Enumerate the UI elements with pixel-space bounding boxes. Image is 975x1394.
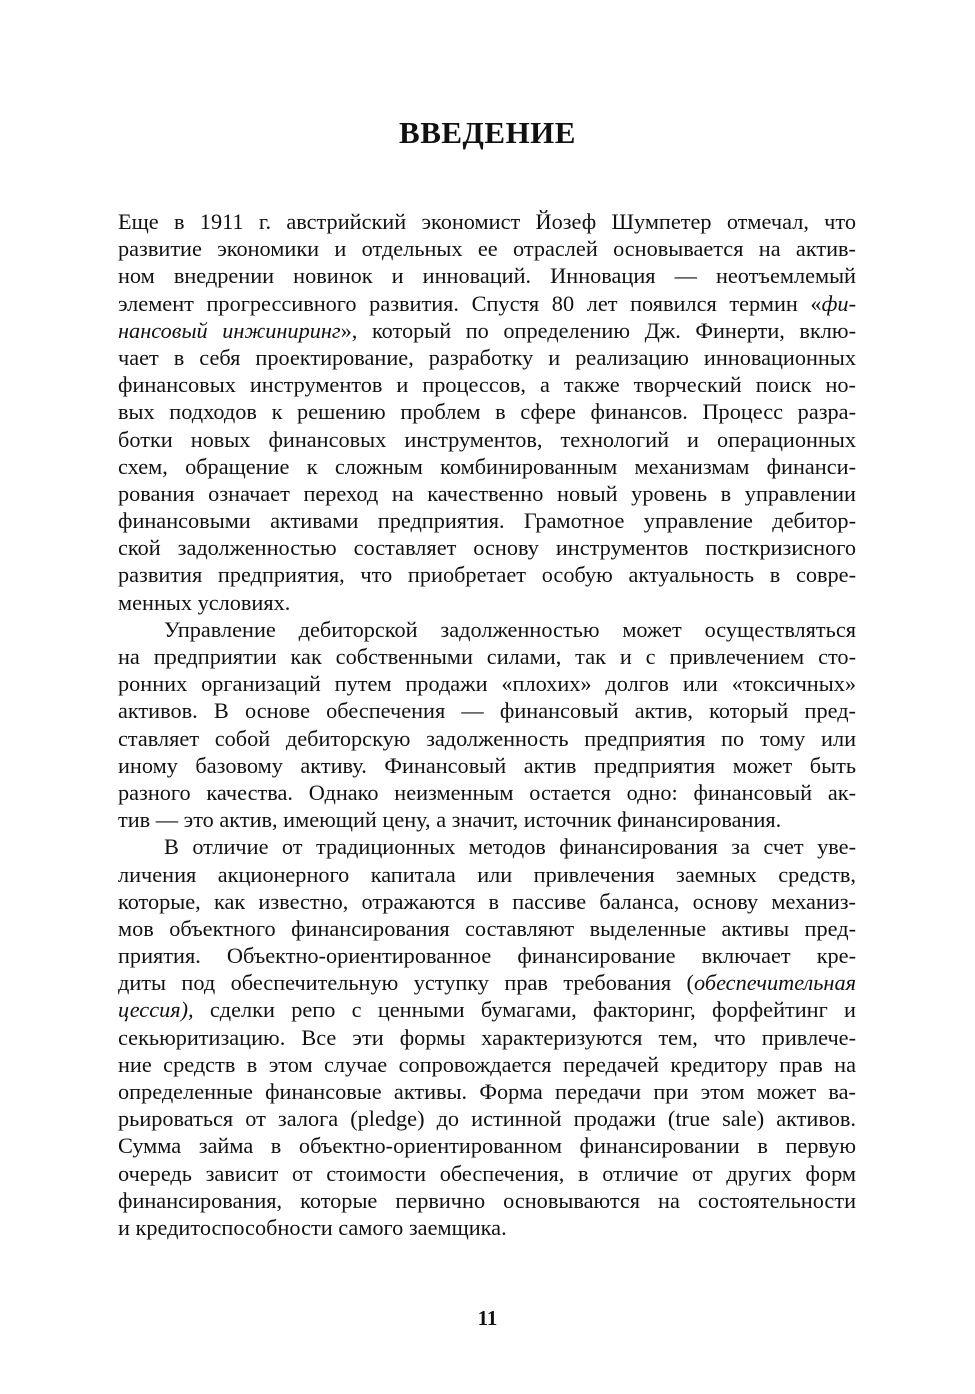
- page-number: 11: [477, 1306, 498, 1330]
- text-line: [118, 969, 856, 996]
- text-run: чает в себя проектирование, разработку и реализацию инновационных: [118, 344, 856, 370]
- text-line: [118, 561, 856, 588]
- text-line: [118, 942, 856, 969]
- text-line: [118, 371, 856, 398]
- text-run: ном внедрении новинок и инноваций. Инновация — неотъемлемый: [118, 263, 856, 289]
- text-line: [118, 616, 856, 643]
- text-run: вых подходов к решению проблем в сфере финансов. Процесс разра-: [118, 399, 856, 425]
- text-line: [118, 453, 856, 480]
- text-line: [118, 643, 856, 670]
- text-line: [118, 915, 856, 942]
- text-line: [118, 589, 856, 616]
- text-run: рования означает переход на качественно новый уровень в управлении: [118, 480, 856, 506]
- text-line: [118, 317, 856, 344]
- body-text: [118, 208, 856, 1241]
- paragraph: [118, 833, 856, 1241]
- text-run: сделки репо с ценными бумагами, факторинг, форфейтинг и: [193, 997, 856, 1023]
- text-line: [118, 888, 856, 915]
- text-run: рьироваться от залога (pledge) до истинной продажи (true sale) активов.: [118, 1106, 856, 1132]
- text-line: [118, 208, 856, 235]
- italic-term: нансовый инжиниринг: [118, 317, 341, 343]
- text-run: ние средств в этом случае сопровождается передачей кредитору прав на: [118, 1051, 856, 1077]
- text-run: развитие экономики и отдельных ее отраслей основывается на актив-: [118, 236, 856, 262]
- paragraph: [118, 208, 856, 616]
- text-run: ставляет собой дебиторскую задолженность предприятия по тому или: [118, 725, 856, 751]
- text-line: [118, 1105, 856, 1132]
- text-line: [118, 779, 856, 806]
- text-run: финансовых инструментов и процессов, а также творческий поиск но-: [118, 372, 856, 398]
- text-line: [118, 806, 856, 833]
- text-line: [118, 507, 856, 534]
- paragraph: [118, 616, 856, 834]
- text-run: разного качества. Однако неизменным остается одно: финансовый ак-: [118, 779, 856, 805]
- italic-term: фи-: [821, 290, 856, 316]
- text-run: развития предприятия, что приобретает особую актуальность в совре-: [118, 562, 856, 588]
- text-line: [118, 1132, 856, 1159]
- italic-term: цессия),: [118, 997, 194, 1023]
- text-run: элемент прогрессивного развития. Спустя 80 лет появился термин «: [118, 290, 822, 316]
- text-line: [118, 480, 856, 507]
- text-run: Управление дебиторской задолженностью может осуществляться: [164, 616, 856, 642]
- text-run: В отличие от традиционных методов финансирования за счет уве-: [164, 834, 856, 860]
- text-run: очередь зависит от стоимости обеспечения, в отличие от других форм: [118, 1160, 856, 1186]
- text-run: менных условиях.: [118, 589, 291, 615]
- text-line: [118, 1214, 856, 1241]
- text-run: и кредитоспособности самого заемщика.: [118, 1214, 507, 1240]
- text-run: диты под обеспечительную уступку прав требования (: [118, 970, 694, 996]
- text-run: финансовыми активами предприятия. Грамотное управление дебитор-: [118, 508, 856, 534]
- text-run: на предприятии как собственными силами, так и с привлечением сто-: [118, 644, 856, 669]
- text-line: [118, 1024, 856, 1051]
- text-run: ронних организаций путем продажи «плохих» долгов или «токсичных»: [118, 671, 856, 697]
- text-line: [118, 1051, 856, 1078]
- text-line: [118, 262, 856, 289]
- text-run: активов. В основе обеспечения — финансовый актив, который пред-: [118, 698, 856, 724]
- text-run: иному базовому активу. Финансовый актив предприятия может быть: [118, 752, 856, 778]
- text-line: [118, 344, 856, 371]
- text-line: [118, 235, 856, 262]
- text-run: Еще в 1911 г. австрийский экономист Йозеф Шумпетер отмечал, что: [118, 209, 856, 234]
- text-run: ской задолженностью составляет основу инструментов посткризисного: [118, 535, 856, 561]
- text-line: [118, 725, 856, 752]
- text-line: [118, 996, 856, 1023]
- text-run: которые, как известно, отражаются в пассиве баланса, основу механиз-: [118, 888, 856, 914]
- text-run: схем, обращение к сложным комбинированным механизмам финанси-: [118, 453, 856, 479]
- text-run: финансирования, которые первично основываются на состоятельности: [118, 1187, 856, 1213]
- text-run: ботки новых финансовых инструментов, технологий и операционных: [118, 426, 856, 452]
- text-run: », который по определению Дж. Финерти, вклю-: [340, 317, 856, 343]
- text-run: тив — это актив, имеющий цену, а значит, источник финансирования.: [118, 807, 782, 833]
- text-line: [118, 426, 856, 453]
- text-line: [118, 398, 856, 425]
- text-line: [118, 861, 856, 888]
- text-run: определенные финансовые активы. Форма передачи при этом может ва-: [118, 1079, 856, 1104]
- text-run: Сумма займа в объектно-ориентированном финансировании в первую: [118, 1133, 856, 1159]
- text-run: приятия. Объектно-ориентированное финансирование включает кре-: [118, 943, 856, 969]
- text-run: мов объектного финансирования составляют выделенные активы пред-: [118, 915, 856, 941]
- text-line: [118, 1078, 856, 1105]
- italic-term: обеспечительная: [694, 970, 856, 996]
- text-line: [118, 1187, 856, 1214]
- text-line: [118, 697, 856, 724]
- text-line: [118, 670, 856, 697]
- text-line: [118, 534, 856, 561]
- text-line: [118, 290, 856, 317]
- text-run: личения акционерного капитала или привлечения заемных средств,: [118, 861, 856, 887]
- chapter-title: ВВЕДЕНИЕ: [399, 115, 576, 150]
- text-line: [118, 833, 856, 860]
- text-line: [118, 1160, 856, 1187]
- text-line: [118, 752, 856, 779]
- text-run: секьюритизацию. Все эти формы характеризуются тем, что привлече-: [118, 1024, 856, 1050]
